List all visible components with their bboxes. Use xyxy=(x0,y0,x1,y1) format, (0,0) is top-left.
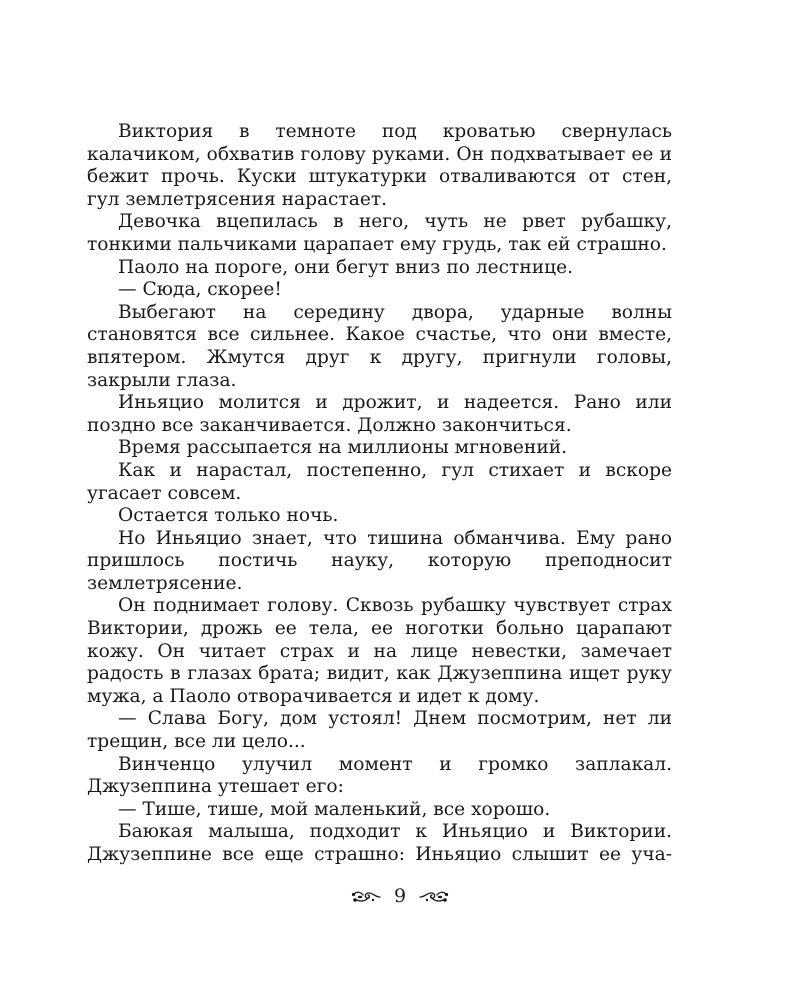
paragraph-14: — Тише, тише, мой маленький, все хорошо. xyxy=(118,798,551,820)
page-footer xyxy=(0,885,800,907)
paragraph-5: Выбегают на середину двора, ударные волны становятся все сильнее. Какое счастье, что они вместе, впятером. Жмутся друг к другу, пригнули головы, закрыли глаза. xyxy=(87,301,672,391)
floral-ornament-right-icon xyxy=(419,888,449,904)
paragraph-15: Баюкая малыша, подходит к Иньяцио и Виктории. Джузеппине все еще страшно: Иньяцио слышит ее уча- xyxy=(87,821,672,865)
paragraph-3: Паоло на пороге, они бегут вниз по лестнице. xyxy=(118,256,573,278)
paragraph-8: Как и нарастал, постепенно, гул стихает и вскоре угасает совсем. xyxy=(87,459,672,504)
paragraph-11: Он поднимает голову. Сквозь рубашку чувствует страх Виктории, дрожь ее тела, ее ноготки больно царапают кожу. Он читает страх и на лице невестки, замечает радость в глазах брата; видит, как Джузеппина ищет руку мужа, а Паоло отворачивается и идет к дому. xyxy=(87,595,672,707)
paragraph-1: Виктория в темноте под кроватью свернулась калачиком, обхватив голову руками. Он подхватывает ее и бежит прочь. Куски штукатурки отваливаются от стен, гул землетрясения нарастает. xyxy=(87,121,672,210)
paragraph-9: Остается только ночь. xyxy=(118,505,339,527)
paragraph-7: Время рассыпается на миллионы мгновений. xyxy=(118,437,568,459)
paragraph-13: Винченцо улучил момент и громко заплакал. Джузеппина утешает его: xyxy=(87,753,672,798)
paragraph-4: — Сюда, скорее! xyxy=(118,279,282,301)
floral-ornament-left-icon xyxy=(351,888,381,904)
paragraph-6: Иньяцио молится и дрожит, и надеется. Рано или поздно все заканчивается. Должно закончиться. xyxy=(87,392,672,436)
page-number: 9 xyxy=(393,885,407,907)
paragraph-12: — Слава Богу, дом устоял! Днем посмотрим, нет ли трещин, все ли цело... xyxy=(87,708,672,753)
page-body xyxy=(87,121,672,867)
paragraph-10: Но Иньяцио знает, что тишина обманчива. Ему рано пришлось постичь науку, которую преподносит землетрясение. xyxy=(87,527,672,594)
paragraph-2: Девочка вцепилась в него, чуть не рвет рубашку, тонкими пальчиками царапает ему грудь, так ей страшно. xyxy=(87,211,672,255)
